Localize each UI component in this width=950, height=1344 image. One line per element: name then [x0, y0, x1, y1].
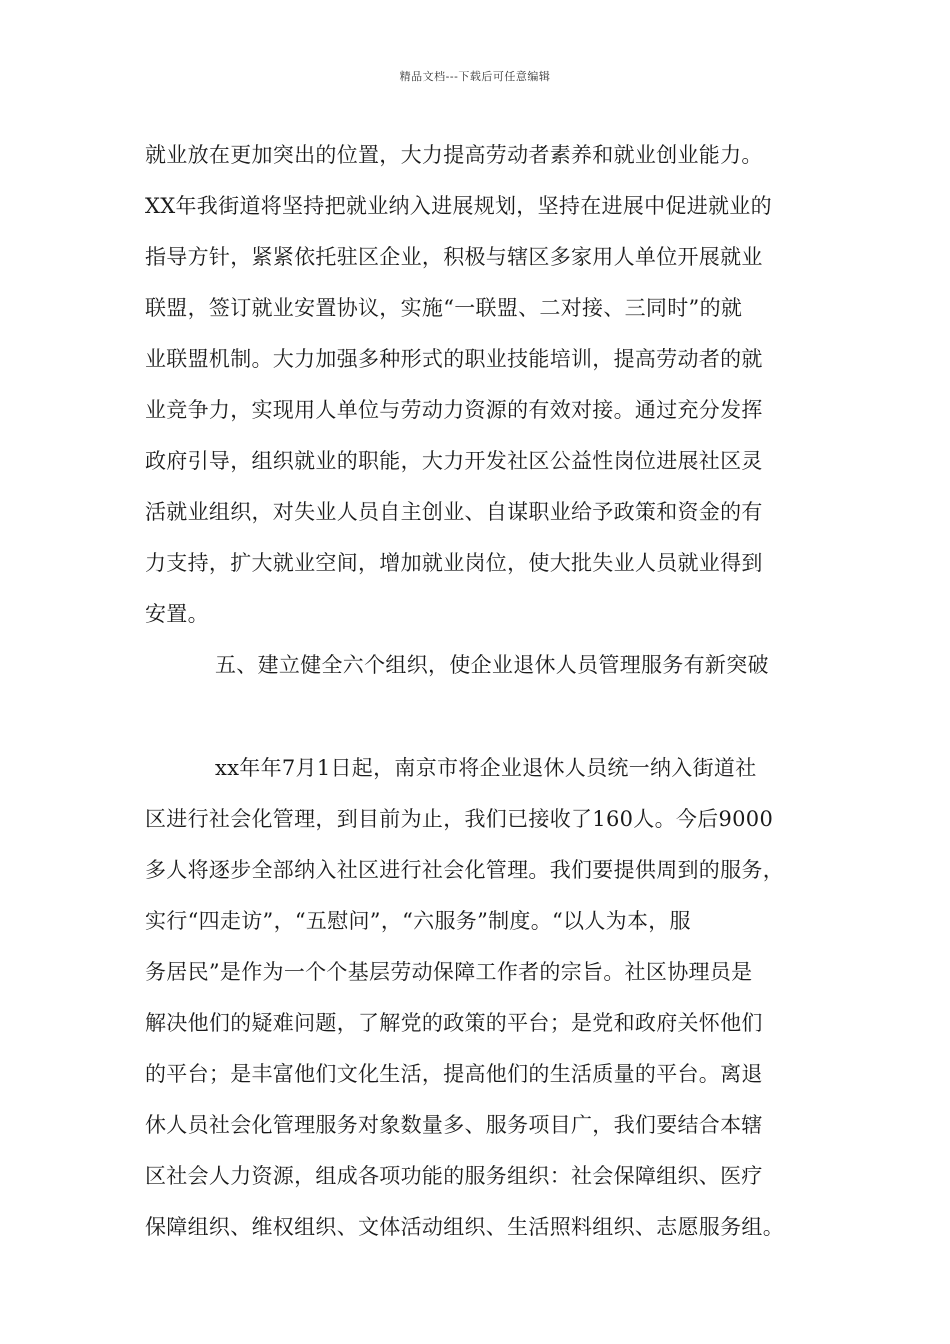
- text-line: 多人将逐步全部纳入社区进行社会化管理。我们要提供周到的服务，: [145, 858, 784, 882]
- text-line: 解决他们的疑难问题，了解党的政策的平台；是党和政府关怀他们: [145, 1011, 763, 1035]
- text-line: XX年我街道将坚持把就业纳入进展规划，坚持在进展中促进就业的: [145, 194, 772, 218]
- text-line: 业联盟机制。大力加强多种形式的职业技能培训，提高劳动者的就: [145, 347, 763, 371]
- text-line: 的平台；是丰富他们文化生活，提高他们的生活质量的平台。离退: [145, 1062, 763, 1086]
- section-heading: 五、建立健全六个组织，使企业退休人员管理服务有新突破: [215, 653, 769, 677]
- text-line: 就业放在更加突出的位置，大力提高劳动者素养和就业创业能力。: [145, 143, 763, 167]
- text-line: 区社会人力资源，组成各项功能的服务组织：社会保障组织、医疗: [145, 1164, 763, 1188]
- text-line: 保障组织、维权组织、文体活动组织、生活照料组织、志愿服务组。: [145, 1215, 784, 1239]
- text-line: 业竞争力，实现用人单位与劳动力资源的有效对接。通过充分发挥: [145, 398, 763, 422]
- text-line: 区进行社会化管理，到目前为止，我们已接收了160人。今后9000: [145, 807, 774, 831]
- text-line: 安置。: [145, 602, 209, 626]
- text-line: 休人员社会化管理服务对象数量多、服务项目广，我们要结合本辖: [145, 1113, 763, 1137]
- text-line: 活就业组织，对失业人员自主创业、自谋职业给予政策和资金的有: [145, 500, 763, 524]
- text-line: 实行“四走访”，“五慰问”，“六服务”制度。“以人为本，服: [145, 909, 691, 933]
- paragraph-employment: [145, 130, 825, 640]
- page-header: 精品文档---下载后可任意编辑: [399, 70, 551, 83]
- text-line: 联盟，签订就业安置协议，实施“一联盟、二对接、三同时”的就: [145, 296, 743, 320]
- text-line: 务居民”是作为一个个基层劳动保障工作者的宗旨。社区协理员是: [145, 960, 753, 984]
- paragraph-spacer: [145, 691, 825, 743]
- paragraph-retirees: [145, 743, 825, 1253]
- text-line: 指导方针，紧紧依托驻区企业，积极与辖区多家用人单位开展就业: [145, 245, 763, 269]
- document-body: [145, 130, 825, 1253]
- text-line: 力支持，扩大就业空间，增加就业岗位，使大批失业人员就业得到: [145, 551, 763, 575]
- text-line: 政府引导，组织就业的职能，大力开发社区公益性岗位进展社区灵: [145, 449, 763, 473]
- text-line: xx年年7月1日起，南京市将企业退休人员统一纳入街道社: [215, 756, 757, 780]
